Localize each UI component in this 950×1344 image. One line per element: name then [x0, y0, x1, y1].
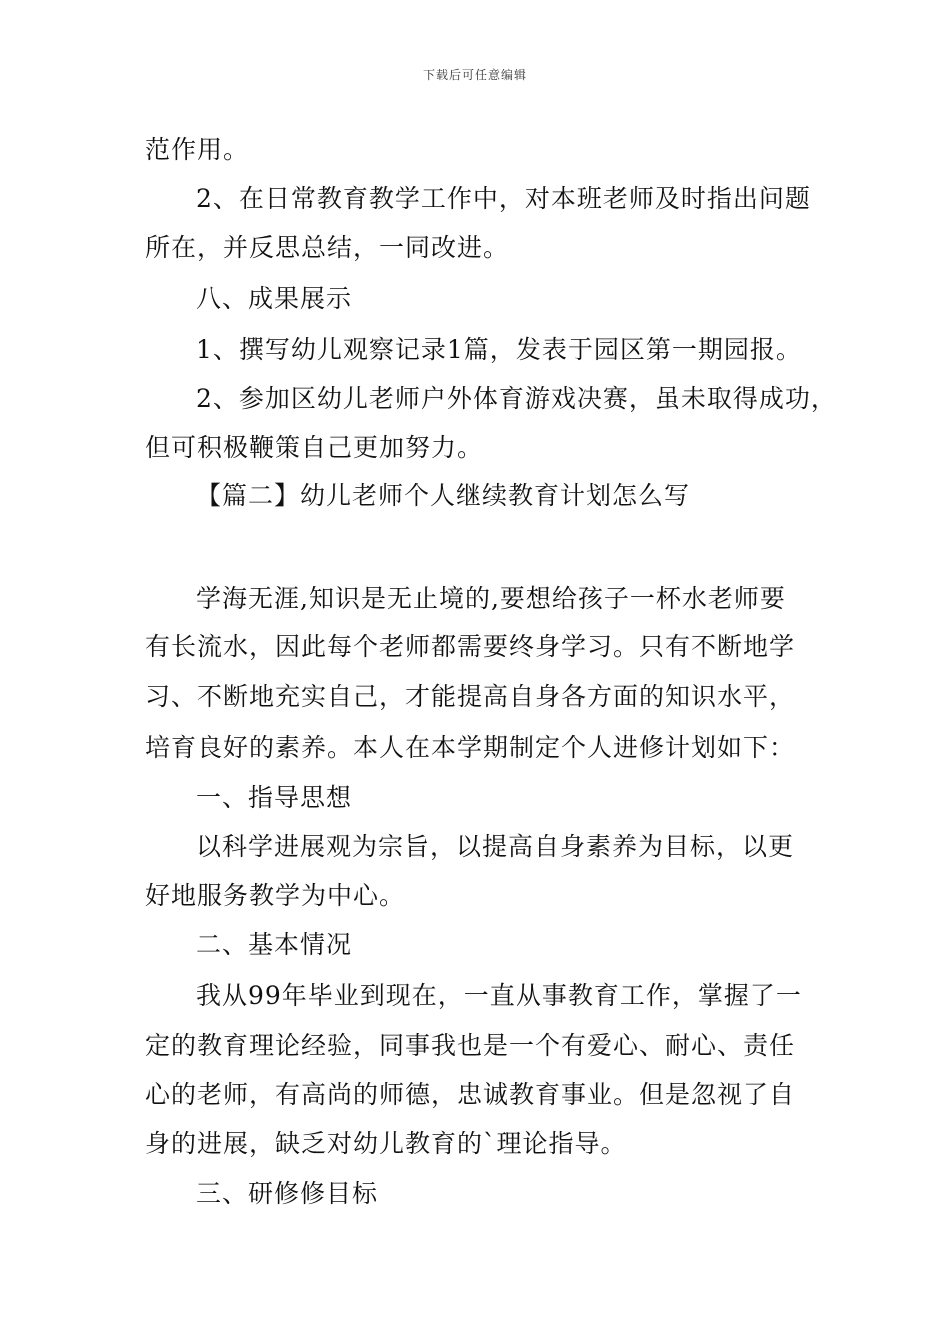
text-line: 心的老师，有高尚的师德，忠诚教育事业。但是忽视了自 [145, 1080, 796, 1109]
section-heading: 三、研修修目标 [196, 1179, 379, 1208]
section-heading: 一、指导思想 [196, 783, 353, 812]
text-line: 2、在日常教育教学工作中，对本班老师及时指出问题 [196, 184, 811, 213]
article-title: 【篇二】幼儿老师个人继续教育计划怎么写 [196, 481, 691, 510]
text-line: 范作用。 [145, 135, 250, 164]
text-line: 所在，并反思总结，一同改进。 [145, 233, 510, 262]
text-line: 以科学进展观为宗旨，以提高自身素养为目标，以更 [196, 832, 795, 861]
text-line: 但可积极鞭策自己更加努力。 [145, 433, 484, 462]
text-line: 好地服务教学为中心。 [145, 881, 406, 910]
section-heading: 二、基本情况 [196, 930, 353, 959]
text-line: 我从99年毕业到现在，一直从事教育工作，掌握了一 [196, 981, 802, 1010]
text-line: 身的进展，缺乏对幼儿教育的`理论指导。 [145, 1129, 627, 1158]
text-line: 定的教育理论经验，同事我也是一个有爱心、耐心、责任 [145, 1031, 796, 1060]
text-line: 2、参加区幼儿老师户外体育游戏决赛，虽未取得成功， [196, 384, 837, 413]
page-header: 下载后可任意编辑 [422, 68, 527, 82]
text-line: 1、撰写幼儿观察记录1篇，发表于园区第一期园报。 [196, 335, 802, 364]
text-line: 培育良好的素养。本人在本学期制定个人进修计划如下： [145, 733, 796, 762]
text-line: 有长流水，因此每个老师都需要终身学习。只有不断地学 [145, 632, 796, 661]
section-heading: 八、成果展示 [196, 284, 353, 313]
text-line: 学海无涯,知识是无止境的,要想给孩子一杯水老师要 [196, 584, 786, 613]
text-line: 习、不断地充实自己，才能提高自身各方面的知识水平， [145, 682, 796, 711]
